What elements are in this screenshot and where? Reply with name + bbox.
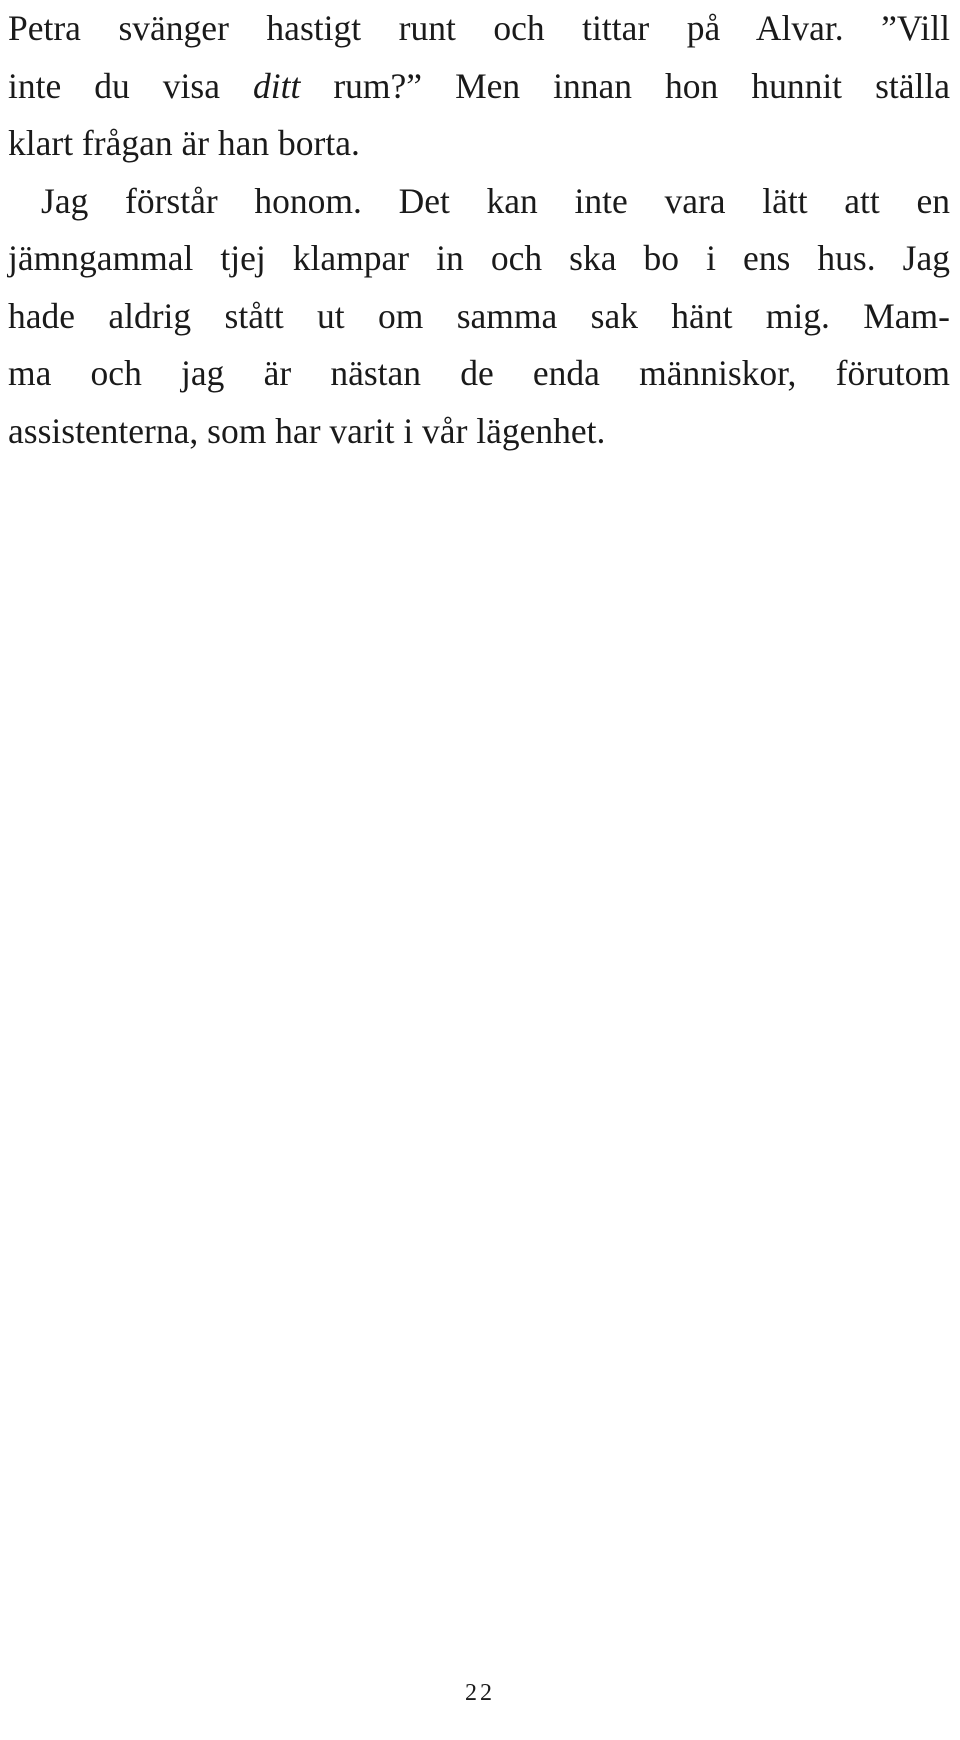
text-line-7 xyxy=(8,345,950,403)
line-3-text: klart frågan är han borta. xyxy=(8,123,360,163)
text-line-3 xyxy=(8,115,950,173)
line-6-text: hade aldrig stått ut om samma sak hänt mig. Mam- xyxy=(8,295,950,336)
text-line-5 xyxy=(8,230,950,288)
page-number: 22 xyxy=(465,1680,495,1706)
line-7-text: ma och jag är nästan de enda människor, förutom xyxy=(8,353,950,393)
text-line-6 xyxy=(8,288,950,346)
line-5-text: jämngammal tjej klampar in och ska bo i ens hus. Jag xyxy=(8,238,950,278)
line-2-text-end: rum?” Men innan hon hunnit ställa xyxy=(300,65,950,106)
line-1-text: Petra svänger hastigt runt och tittar på Alvar. ”Vill xyxy=(8,8,950,48)
text-line-1 xyxy=(8,0,950,58)
line-2-italic-word: ditt xyxy=(252,65,301,106)
text-line-2 xyxy=(8,58,950,116)
text-line-4 xyxy=(8,173,950,231)
line-4-text: Jag förstår honom. Det kan inte vara lätt att en xyxy=(41,180,950,221)
book-page xyxy=(8,0,950,460)
line-8-text: assistenterna, som har varit i vår lägenhet. xyxy=(8,410,606,451)
line-2-text-start: inte du visa xyxy=(8,65,253,106)
text-line-8 xyxy=(8,403,950,461)
